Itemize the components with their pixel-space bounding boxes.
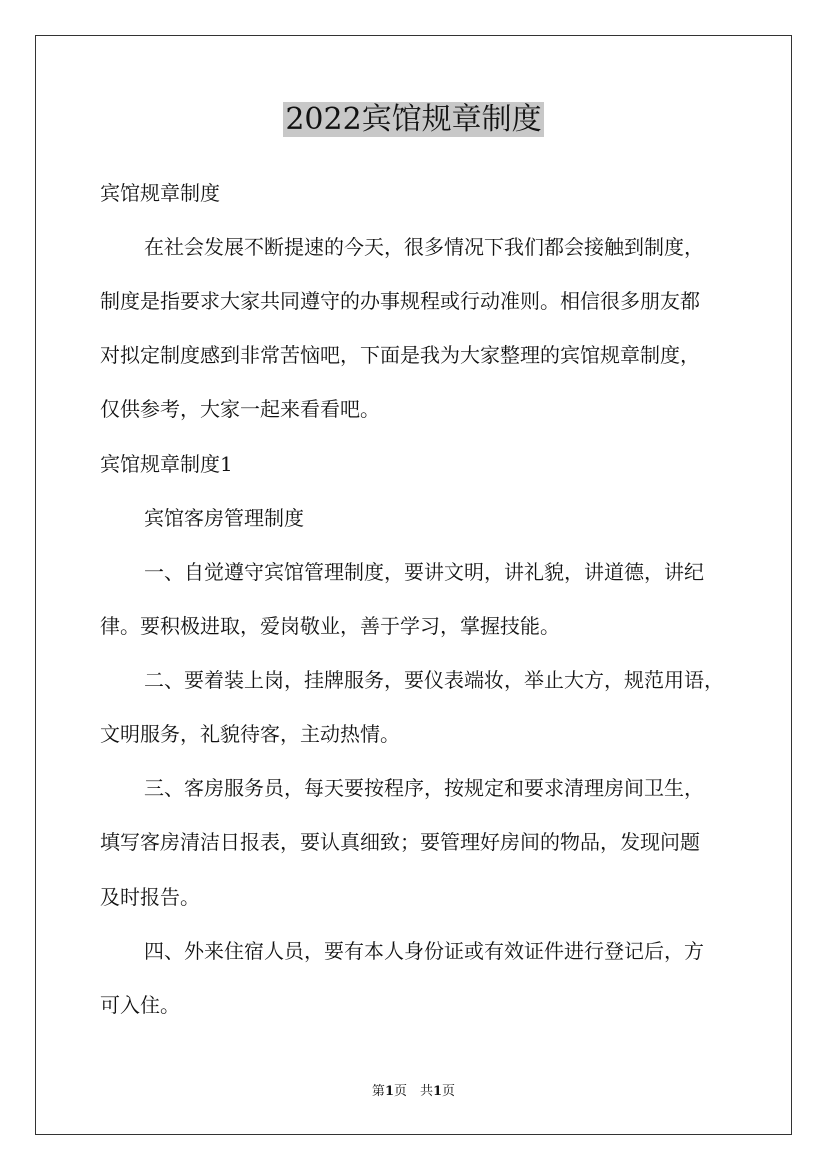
title-text: 2022宾馆规章制度 <box>285 102 542 137</box>
footer-page-total: 1 <box>433 1084 443 1099</box>
footer-page-number: 1 <box>384 1084 394 1099</box>
sub-heading: 宾馆客房管理制度 <box>144 506 304 530</box>
body-line: 仅供参考，大家一起来看看吧。 <box>100 397 380 421</box>
body-line: 在社会发展不断提速的今天，很多情况下我们都会接触到制度， <box>144 235 704 259</box>
body-line: 四、外来住宿人员，要有本人身份证或有效证件进行登记后，方 <box>144 939 704 963</box>
body-line: 可入住。 <box>100 993 180 1017</box>
body-line: 制度是指要求大家共同遵守的办事规程或行动准则。相信很多朋友都 <box>100 289 700 313</box>
body-line: 及时报告。 <box>100 885 200 909</box>
body-line: 一、自觉遵守宾馆管理制度，要讲文明，讲礼貌，讲道德，讲纪 <box>144 560 704 584</box>
body-line: 三、客房服务员，每天要按程序，按规定和要求清理房间卫生， <box>144 776 704 800</box>
footer-prefix: 第 <box>371 1084 385 1099</box>
body-line: 对拟定制度感到非常苦恼吧，下面是我为大家整理的宾馆规章制度， <box>100 343 700 367</box>
document-title <box>0 100 827 140</box>
footer-suffix: 页 <box>442 1084 456 1099</box>
page-footer <box>0 1083 827 1101</box>
footer-mid: 页 共 <box>393 1084 433 1099</box>
body-line: 填写客房清洁日报表，要认真细致；要管理好房间的物品，发现问题 <box>100 830 700 854</box>
section-heading: 宾馆规章制度 <box>100 181 220 205</box>
body-line: 二、要着装上岗，挂牌服务，要仪表端妆，举止大方，规范用语， <box>144 668 724 692</box>
section-heading: 宾馆规章制度1 <box>100 452 233 476</box>
body-line: 文明服务，礼貌待客，主动热情。 <box>100 722 400 746</box>
body-line: 律。要积极进取，爱岗敬业，善于学习，掌握技能。 <box>100 614 560 638</box>
